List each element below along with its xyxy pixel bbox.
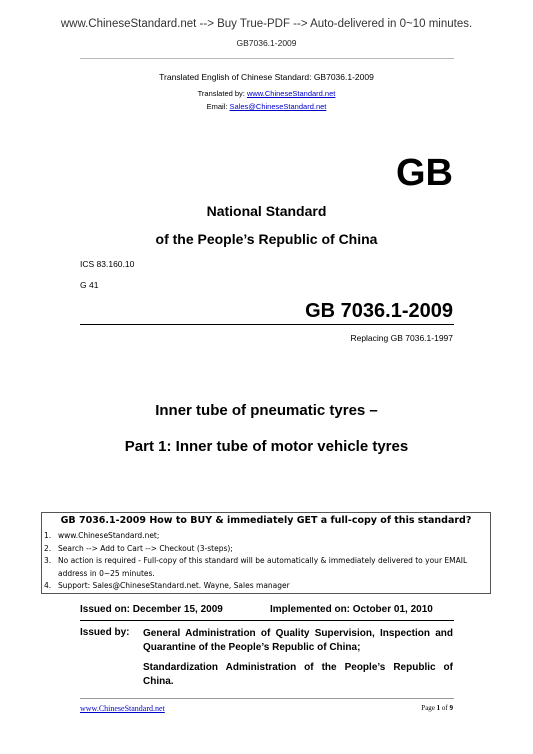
document-title-line1: Inner tube of pneumatic tyres –: [155, 402, 378, 419]
buy-step-number: 1.: [44, 531, 52, 540]
buy-instructions-box: [41, 512, 491, 594]
translated-by-line: [0, 89, 533, 98]
document-title-line2: Part 1: Inner tube of motor vehicle tyres: [124, 438, 409, 455]
standard-divider: [80, 324, 454, 325]
buy-box-title: GB 7036.1-2009 How to BUY & immediately GET a full-copy of this standard?: [60, 515, 472, 526]
email-line: [0, 102, 533, 111]
footer-site-link[interactable]: www.ChineseStandard.net: [80, 704, 165, 713]
issued-by-label: Issued by:: [80, 627, 130, 638]
top-banner: www.ChineseStandard.net --> Buy True-PDF --> Auto-delivered in 0~10 minutes.: [60, 18, 473, 30]
translated-by-link[interactable]: www.ChineseStandard.net: [246, 89, 336, 98]
footer-divider: [80, 698, 454, 699]
issuer-sac: Standardization Administration of the People’s Republic of China.: [143, 662, 453, 687]
standard-number: GB 7036.1-2009: [305, 300, 453, 322]
buy-step-number: 2.: [44, 543, 52, 553]
page-number: 1: [436, 704, 441, 712]
buy-step: [44, 555, 488, 580]
issue-divider: [80, 620, 454, 621]
email-label: Email:: [206, 102, 230, 111]
buy-step-number: 4.: [44, 581, 52, 590]
implemented-on-date: Implemented on: October 01, 2010: [270, 604, 433, 615]
issuer-aqsiq: General Administration of Quality Supervision, Inspection and Quarantine of the People’s Republic of China;: [143, 628, 453, 653]
translated-by-label: Translated by:: [197, 89, 247, 98]
page-indicator: [421, 704, 453, 712]
email-link[interactable]: Sales@ChineseStandard.net: [229, 102, 327, 111]
national-standard-heading: National Standard: [206, 203, 327, 219]
page-label: Page: [421, 704, 437, 712]
g-classification: G 41: [80, 280, 99, 290]
buy-steps-list: [44, 530, 488, 593]
buy-step-number: 3.: [44, 556, 52, 565]
prc-heading: of the People’s Republic of China: [155, 231, 378, 247]
document-id: GB7036.1-2009: [236, 38, 297, 48]
buy-step-text: Support: Sales@ChineseStandard.net. Wayne, Sales manager: [58, 581, 290, 590]
issued-on-date: Issued on: December 15, 2009: [80, 604, 223, 615]
buy-step-text: No action is required - Full-copy of this standard will be automatically & immediately delivered to your EMAIL address in 0~25 minutes.: [58, 556, 468, 578]
buy-step: [44, 543, 488, 556]
replacing-note: Replacing GB 7036.1-1997: [350, 333, 453, 343]
page-of-label: of: [440, 704, 450, 712]
translation-line: Translated English of Chinese Standard: GB7036.1-2009: [159, 72, 374, 82]
buy-step-text[interactable]: www.ChineseStandard.net;: [58, 531, 160, 540]
buy-step: [44, 530, 488, 543]
buy-step: [44, 580, 488, 593]
page-total: 9: [449, 704, 453, 712]
header-divider: [80, 58, 454, 59]
buy-step-text: Search --> Add to Cart --> Checkout (3-steps);: [58, 543, 233, 553]
ics-code: ICS 83.160.10: [80, 259, 135, 269]
gb-logo: GB: [396, 152, 453, 194]
